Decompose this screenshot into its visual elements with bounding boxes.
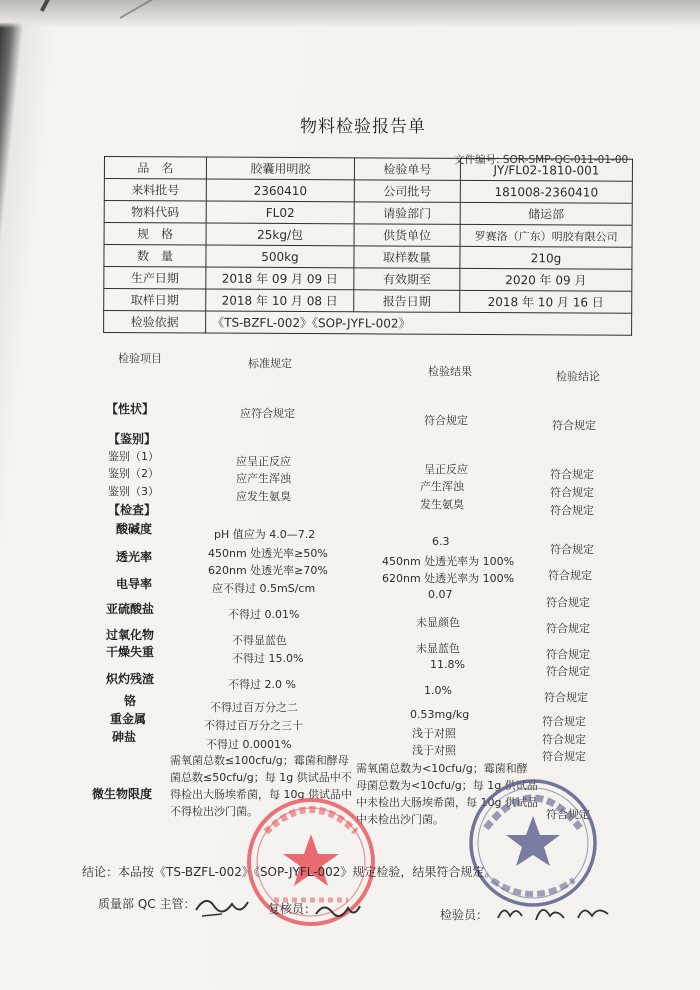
reviewer-signature <box>312 896 362 926</box>
value-cell: 2020 年 09 月 <box>460 268 632 291</box>
blue-stamp <box>458 768 608 918</box>
label-cell: 报告日期 <box>354 290 460 313</box>
label-cell: 取样日期 <box>104 289 206 312</box>
item-ph: 酸碱度 <box>116 522 153 536</box>
section-appearance: 【性状】 <box>106 402 155 416</box>
conclusion-id2: 符合规定 <box>550 486 594 499</box>
result-trans-620: 620nm 处透光率为 100% <box>382 572 515 585</box>
value-cell: 储运部 <box>460 202 632 225</box>
conclusion-statement: 结论：本品按《TS-BZFL-002》《SOP-JYFL-002》规定检验，结果符合规定。 <box>82 865 497 879</box>
conclusion-drying-loss: 符合规定 <box>546 665 590 678</box>
result-sulfite: 未显颜色 <box>416 616 460 629</box>
label-cell: 规 格 <box>104 223 206 246</box>
conclusion-sulfite: 符合规定 <box>546 622 590 635</box>
standard-id2: 应产生浑浊 <box>236 472 291 485</box>
info-row <box>104 245 632 270</box>
info-row <box>104 201 632 226</box>
label-cell: 取样数量 <box>354 246 460 269</box>
conclusion-id1: 符合规定 <box>550 468 594 481</box>
result-id3: 发生氨臭 <box>420 498 464 511</box>
standard-id3: 应发生氨臭 <box>236 490 291 503</box>
conclusion-id3: 符合规定 <box>550 504 594 517</box>
label-cell: 品 名 <box>104 157 206 180</box>
inspector-label: 检验员： <box>440 908 489 922</box>
standard-chromium: 不得过百万分之二 <box>210 701 298 714</box>
result-peroxide: 未显蓝色 <box>416 642 460 655</box>
label-cell: 供货单位 <box>354 224 460 247</box>
standard-trans-620: 620nm 处透光率≥70% <box>208 564 328 577</box>
label-cell: 公司批号 <box>354 180 460 203</box>
item-id1: 鉴别（1） <box>108 450 159 463</box>
result-id1: 呈正反应 <box>424 463 468 476</box>
label-cell: 物料代码 <box>104 201 206 224</box>
item-ignition-residue: 炽灼残渣 <box>106 672 155 686</box>
document-number: 文件编号: SOR-SMP-QC-011-01-00 <box>454 154 629 166</box>
result-appearance: 符合规定 <box>424 414 468 427</box>
header-conclusion: 检验结论 <box>556 370 600 383</box>
item-transmittance: 透光率 <box>116 550 153 564</box>
result-drying-loss: 11.8% <box>430 658 465 671</box>
standard-heavy-metals: 不得过百万分之三十 <box>204 719 303 732</box>
scan-shadow <box>0 0 700 28</box>
item-arsenic: 砷盐 <box>112 730 137 744</box>
standard-trans-450: 450nm 处透光率≥50% <box>208 547 328 560</box>
basis-label: 检验依据 <box>104 311 206 334</box>
standard-ignition-residue: 不得过 2.0 % <box>228 678 296 691</box>
item-conductivity: 电导率 <box>116 577 153 591</box>
item-heavy-metals: 重金属 <box>110 712 147 726</box>
conclusion-ignition-residue: 符合规定 <box>544 691 588 704</box>
item-microbial-limit: 微生物限度 <box>92 787 153 801</box>
header-standard: 标准规定 <box>248 357 292 370</box>
material-info-table <box>103 156 633 336</box>
header-result: 检验结果 <box>428 365 472 378</box>
standard-drying-loss: 不得过 15.0% <box>232 652 304 665</box>
value-cell: 210g <box>460 246 632 269</box>
value-cell: 2018 年 09 月 09 日 <box>206 267 354 290</box>
standard-appearance: 应符合规定 <box>240 407 295 420</box>
standard-ph: pH 值应为 4.0—7.2 <box>214 528 316 541</box>
conclusion-chromium: 符合规定 <box>542 715 586 728</box>
value-cell: FL02 <box>206 201 354 224</box>
conclusion-trans: 符合规定 <box>548 569 592 582</box>
standard-arsenic: 不得过 0.0001% <box>206 738 292 751</box>
result-heavy-metals: 浅于对照 <box>412 727 456 740</box>
item-id3: 鉴别（3） <box>108 485 159 498</box>
section-identification: 【鉴别】 <box>108 432 157 446</box>
label-cell: 数 量 <box>104 245 206 268</box>
basis-value: 《TS-BZFL-002》《SOP-JYFL-002》 <box>206 311 632 335</box>
result-id2: 产生浑浊 <box>420 480 464 493</box>
conclusion-heavy-metals: 符合规定 <box>542 733 586 746</box>
value-cell: JY/FL02-1810-001 <box>460 158 632 181</box>
basis-row <box>104 311 632 336</box>
standard-conductivity: 应不得过 0.5mS/cm <box>212 582 316 595</box>
result-arsenic: 浅于对照 <box>412 744 456 757</box>
standard-microbial-limit: 需氧菌总数≤100cfu/g；霉菌和酵母菌总数≤50cfu/g；每 1g 供试品中不得检出大肠埃希菌，每 10g 供试品中不得检出沙门菌。 <box>170 754 352 818</box>
header-item: 检验项目 <box>118 352 162 365</box>
item-id2: 鉴别（2） <box>108 467 159 480</box>
qc-supervisor-label: 质量部 QC 主管： <box>98 897 196 911</box>
conclusion-peroxide: 符合规定 <box>546 648 590 661</box>
result-chromium: 0.53mg/kg <box>410 708 470 721</box>
standard-peroxide: 不得显蓝色 <box>232 634 287 647</box>
value-cell: 2018 年 10 月 08 日 <box>206 289 354 312</box>
section-inspection: 【检查】 <box>108 503 157 517</box>
label-cell: 来料批号 <box>104 179 206 202</box>
inspector-signatures <box>494 898 614 930</box>
conclusion-ph: 符合规定 <box>550 543 594 556</box>
result-ph: 6.3 <box>432 535 450 548</box>
conclusion-conductivity: 符合规定 <box>546 596 590 609</box>
report-title: 物料检验报告单 <box>300 117 426 137</box>
item-drying-loss: 干燥失重 <box>106 645 155 659</box>
value-cell: 罗赛洛（广东）明胶有限公司 <box>460 224 632 247</box>
conclusion-appearance: 符合规定 <box>552 419 596 432</box>
value-cell: 500kg <box>206 245 354 268</box>
standard-sulfite: 不得过 0.01% <box>228 608 300 621</box>
value-cell: 2018 年 10 月 16 日 <box>460 290 632 313</box>
result-trans-450: 450nm 处透光率为 100% <box>382 555 515 568</box>
item-peroxide: 过氧化物 <box>106 628 155 642</box>
qc-signature <box>192 890 252 922</box>
label-cell: 有效期至 <box>354 268 460 291</box>
conclusion-arsenic: 符合规定 <box>542 750 586 763</box>
info-row <box>104 267 632 292</box>
info-row <box>104 223 632 248</box>
label-cell: 生产日期 <box>104 267 206 290</box>
result-ignition-residue: 1.0% <box>424 684 452 697</box>
item-chromium: 铬 <box>124 694 137 708</box>
reviewer-label: 复核员： <box>268 902 317 916</box>
label-cell: 检验单号 <box>354 158 460 181</box>
info-row <box>104 157 632 182</box>
info-row <box>104 289 632 314</box>
value-cell: 胶囊用明胶 <box>206 157 354 180</box>
value-cell: 181008-2360410 <box>460 180 632 203</box>
value-cell: 2360410 <box>206 179 354 202</box>
info-row <box>104 179 632 204</box>
result-microbial-limit: 需氧菌总数为<10cfu/g；霉菌和酵母菌总数为<10cfu/g；每 1g 供试品中未检出大肠埃希菌，每 10g 供试品中未检出沙门菌。 <box>356 762 538 826</box>
label-cell: 请验部门 <box>354 202 460 225</box>
item-sulfite: 亚硫酸盐 <box>106 602 155 616</box>
result-conductivity: 0.07 <box>428 588 453 601</box>
value-cell: 25kg/包 <box>206 223 354 246</box>
conclusion-microbial-limit: 符合规定 <box>546 808 590 821</box>
standard-id1: 应呈正反应 <box>236 455 291 468</box>
